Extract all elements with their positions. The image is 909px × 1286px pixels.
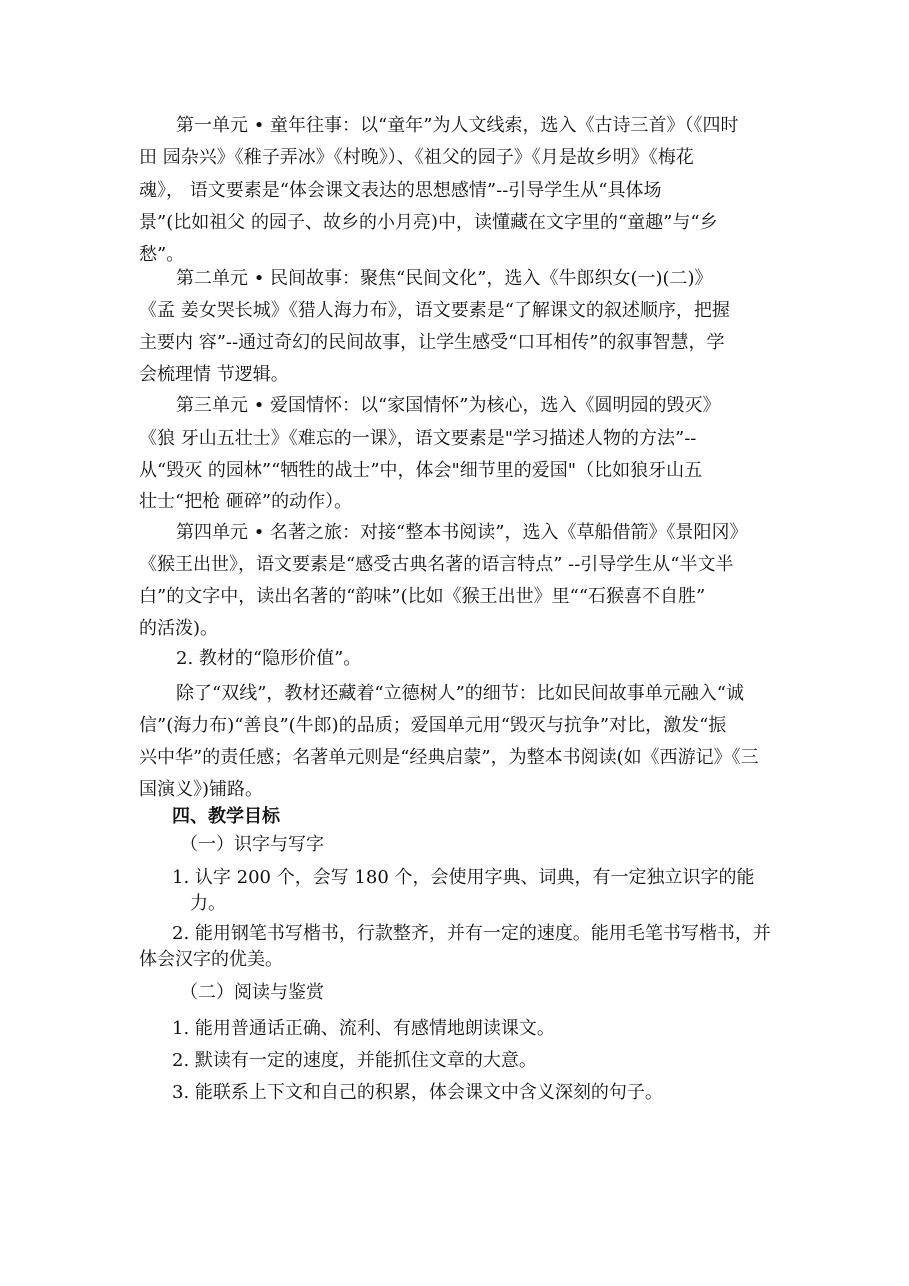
literacy-item-2-line-2: 体会汉字的优美。 [139, 949, 283, 970]
unit-1-line-5: 愁”。 [139, 244, 185, 265]
unit-1-line-4: 景”(比如祖父 的园子、故乡的小月亮)中，读懂藏在文字里的“童趣”与“乡 [139, 212, 718, 233]
unit-2-line-1: 第二单元 • 民间故事：聚焦“民间文化”，选入《牛郎织女(一)(二)》 [176, 268, 713, 289]
unit-2-line-2: 《孟 姜女哭长城》《猎人海力布》，语文要素是“了解课文的叙述顺序，把握 [139, 300, 730, 321]
section-heading: 四、教学目标 [172, 806, 280, 827]
unit-1-line-1: 第一单元 • 童年往事：以“童年”为人文线索，选入《古诗三首》（《四时 [176, 115, 739, 136]
unit-3-line-4: 壮士“把枪 砸碎”的动作）。 [139, 491, 353, 512]
unit-4-line-4: 的活泼)。 [139, 618, 219, 639]
unit-3-line-3: 从“毁灭 的园林”“牺牲的战士”中，体会"细节里的爱国"（比如狼牙山五 [139, 460, 703, 481]
hidden-value-line-2: 信”(海力布)“善良”(牛郎)的品质；爱国单元用“毁灭与抗争”对比，激发“振 [139, 715, 727, 736]
unit-2-line-4: 会梳理情 节逻辑。 [139, 364, 289, 385]
subsection-reading: （二）阅读与鉴赏 [180, 982, 324, 1003]
hidden-value-line-3: 兴中华”的责任感；名著单元则是“经典启蒙”，为整本书阅读(如《西游记》《三 [139, 747, 759, 768]
unit-1-line-2: 田 园杂兴》《稚子弄冰》《村晚》）、《祖父的园子》《月是故乡明》《梅花 [139, 147, 694, 168]
literacy-item-1-line-2: 力。 [190, 893, 226, 914]
unit-3-line-2: 《狼 牙山五壮士》《难忘的一课》，语文要素是"学习描述人物的方法”-- [139, 428, 697, 449]
unit-4-line-3: 白”的文字中，读出名著的“韵味”(比如《猴王出世》里““石猴喜不自胜” [139, 586, 706, 607]
reading-item-3: 3. 能联系上下文和自己的积累，体会课文中含义深刻的句子。 [172, 1082, 663, 1103]
unit-1-line-3: 魂》， 语文要素是“体会课文表达的思想感情”--引导学生从“具体场 [139, 180, 662, 201]
literacy-item-1-line-1: 1. 认字 200 个，会写 180 个，会使用字典、词典，有一定独立识字的能 [172, 867, 755, 888]
unit-3-line-1: 第三单元 • 爱国情怀：以“家国情怀”为核心，选入《圆明园的毁灭》 [176, 395, 721, 416]
hidden-value-title: 2. 教材的“隐形价值”。 [176, 648, 362, 669]
subsection-literacy: （一）识字与写字 [180, 834, 324, 855]
reading-item-2: 2. 默读有一定的速度，并能抓住文章的大意。 [172, 1050, 537, 1071]
unit-4-line-1: 第四单元 • 名著之旅：对接“整本书阅读”，选入《草船借箭》《景阳冈》 [176, 522, 748, 543]
hidden-value-line-4: 国演义》)铺路。 [139, 779, 264, 800]
unit-4-line-2: 《猴王出世》，语文要素是“感受古典名著的语言特点” --引导学生从“半文半 [139, 554, 734, 575]
reading-item-1: 1. 能用普通话正确、流利、有感情地朗读课文。 [172, 1018, 555, 1039]
unit-2-line-3: 主要内 容”--通过奇幻的民间故事，让学生感受“口耳相传”的叙事智慧，学 [139, 332, 725, 353]
hidden-value-line-1: 除了“双线”，教材还藏着“立德树人”的细节：比如民间故事单元融入“诚 [176, 683, 745, 704]
literacy-item-2-line-1: 2. 能用钢笔书写楷书，行款整齐，并有一定的速度。能用毛笔书写楷书，并 [172, 923, 771, 944]
